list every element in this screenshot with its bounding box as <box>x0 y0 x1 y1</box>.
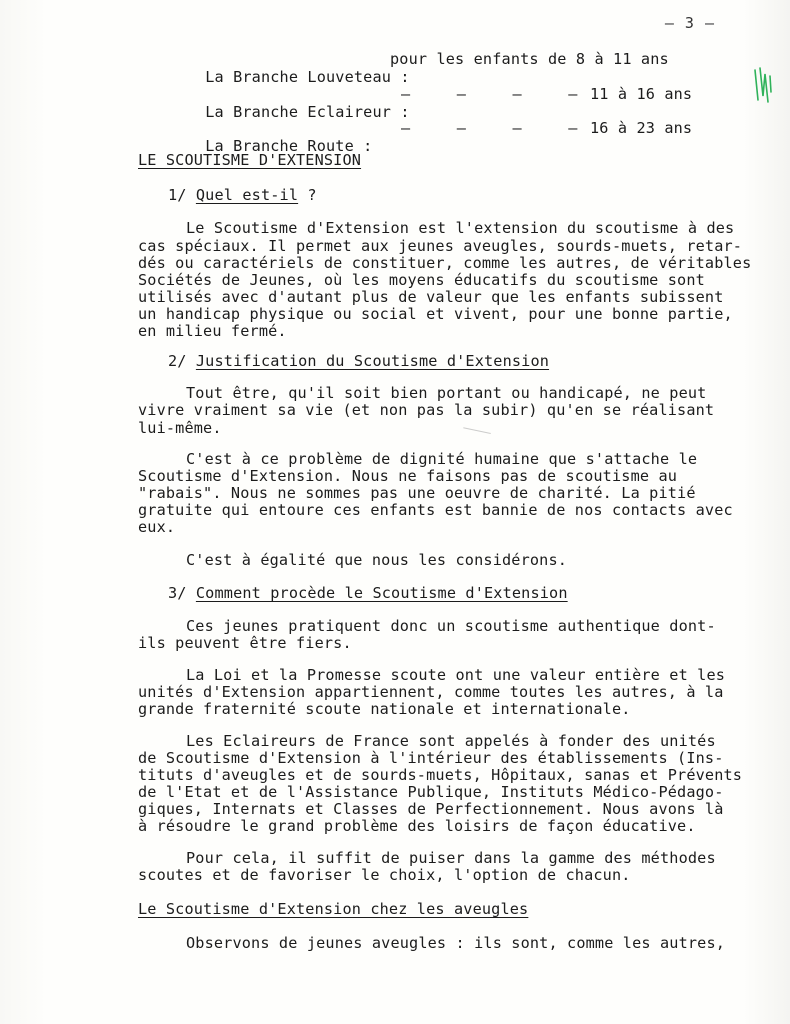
section-title: Comment procède le Scoutisme d'Extension <box>195 584 568 602</box>
paragraph-line: de Scoutisme d'Extension à l'intérieur des établissements (Ins- <box>138 749 724 767</box>
branch-age: pour les enfants de 8 à 11 ans <box>390 50 669 68</box>
branch-label: La Branche Route : <box>205 136 373 155</box>
paragraph-line: "rabais". Nous ne sommes pas une oeuvre de charité. La pitié <box>138 484 696 502</box>
paragraph-line: en milieu fermé. <box>138 322 287 340</box>
paragraph-line: cas spéciaux. Il permet aux jeunes aveugles, sourds-muets, retar- <box>138 237 743 255</box>
paragraph-line: C'est à ce problème de dignité humaine que s'attache le <box>186 450 698 468</box>
section-title-suffix: ? <box>298 186 317 204</box>
paragraph-line: Sociétés de Jeunes, où les moyens éducatifs du scoutisme sont <box>138 271 705 289</box>
paragraph-line: Tout être, qu'il soit bien portant ou handicapé, ne peut <box>186 384 707 402</box>
main-heading: LE SCOUTISME D'EXTENSION <box>138 151 362 169</box>
page-number: — 3 — <box>664 14 715 32</box>
paragraph-line: Pour cela, il suffit de puiser dans la gamme des méthodes <box>186 849 716 867</box>
ditto-dashes: — — — — <box>401 85 578 103</box>
paragraph-line: Le Scoutisme d'Extension est l'extension du scoutisme à des <box>186 219 735 237</box>
paragraph-line: La Loi et la Promesse scoute ont une valeur entière et les <box>186 666 726 684</box>
section-title: Quel est-il <box>195 186 299 204</box>
paragraph-line: giques, Internats et Classes de Perfectionnement. Nous avons là <box>138 800 724 818</box>
paragraph-line: lui-même. <box>138 419 222 437</box>
paragraph-line: utilisés avec d'autant plus de valeur que les enfants subissent <box>138 288 724 306</box>
section-title: Justification du Scoutisme d'Extension <box>195 352 550 370</box>
section-heading: Le Scoutisme d'Extension chez les aveugles <box>138 900 529 918</box>
paragraph-line: Observons de jeunes aveugles : ils sont, comme les autres, <box>186 934 726 952</box>
paragraph-line: ils peuvent être fiers. <box>138 634 352 652</box>
section-number: 2/ <box>168 352 187 370</box>
section-number: 3/ <box>168 584 187 602</box>
paragraph-line: de l'Etat et de l'Assistance Publique, Instituts Médico-Pédago- <box>138 783 724 801</box>
paragraph-line: vivre vraiment sa vie (et non pas la subir) qu'en se réalisant <box>138 401 715 419</box>
ditto-dashes: — — — — <box>401 119 578 137</box>
paragraph-line: un handicap physique ou social et vivent, pour une bonne partie, <box>138 305 733 323</box>
section-heading <box>168 187 317 205</box>
paragraph-line: Scoutisme d'Extension. Nous ne faisons pas de scoutisme au <box>138 467 678 485</box>
paragraph-line: unités d'Extension appartiennent, comme toutes les autres, à la <box>138 683 724 701</box>
paragraph-line: à résoudre le grand problème des loisirs de façon éducative. <box>138 817 696 835</box>
branch-age: 11 à 16 ans <box>590 85 693 103</box>
stray-pen-mark <box>461 427 491 444</box>
paragraph-line: Les Eclaireurs de France sont appelés à fonder des unités <box>186 732 716 750</box>
branch-age: 16 à 23 ans <box>590 119 693 137</box>
section-heading <box>168 585 568 603</box>
paragraph-line: dés ou caractériels de constituer, comme les autres, de véritables <box>138 254 752 272</box>
paragraph-line: gratuite qui entoure ces enfants est bannie de nos contacts avec <box>138 501 733 519</box>
branch-label: La Branche Louveteau : <box>205 67 410 86</box>
section-heading <box>168 353 549 371</box>
paragraph-line: grande fraternité scoute nationale et internationale. <box>138 700 631 718</box>
branch-label: La Branche Eclaireur : <box>205 102 410 121</box>
paragraph-line: scoutes et de favoriser le choix, l'option de chacun. <box>138 866 631 884</box>
paragraph-line: C'est à égalité que nous les considérons. <box>186 551 568 569</box>
section-number: 1/ <box>168 186 187 204</box>
paragraph-line: eux. <box>138 518 176 536</box>
paragraph-line: tituts d'aveugles et de sourds-muets, Hôpitaux, sanas et Prévents <box>138 766 743 784</box>
green-ink-mark <box>752 66 774 106</box>
paragraph-line: Ces jeunes pratiquent donc un scoutisme authentique dont- <box>186 617 716 635</box>
